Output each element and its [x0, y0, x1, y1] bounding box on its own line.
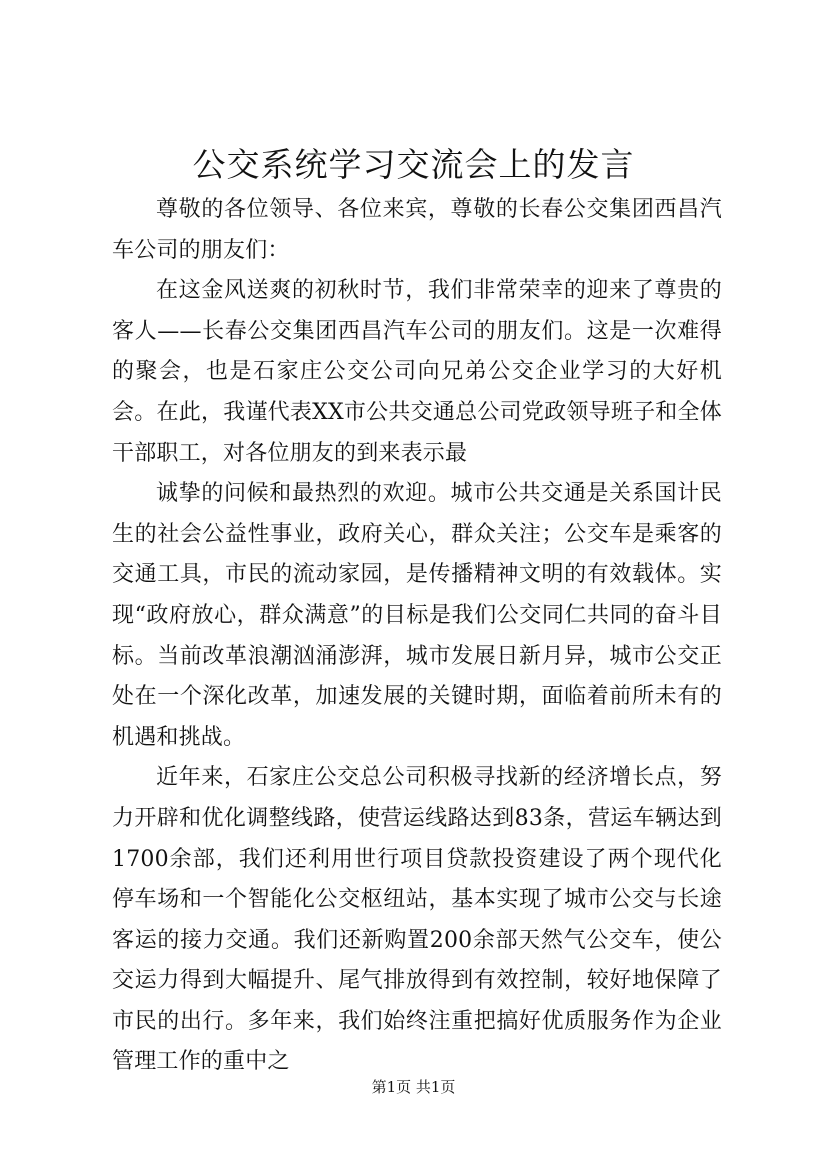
- page-footer: [0, 1076, 827, 1098]
- paragraph-welcome: 在这金风送爽的初秋时节，我们非常荣幸的迎来了尊贵的客人——长春公交集团西昌汽车公司的朋友们。这是一次难得的聚会，也是石家庄公交公司向兄弟公交企业学习的大好机会。在此，我谨代表XX市公共交通总公司党政领导班子和全体干部职工，对各位朋友的到来表示最: [112, 278, 722, 466]
- paragraph-recent-years: 近年来，石家庄公交总公司积极寻找新的经济增长点，努力开辟和优化调整线路，使营运线路达到83条，营运车辆达到1700余部，我们还利用世行项目贷款投资建设了两个现代化停车场和一个智能化公交枢纽站，基本实现了城市公交与长途客运的接力交通。我们还新购置200余部天然气公交车，使公交运力得到大幅提升、尾气排放得到有效控制，较好地保障了市民的出行。多年来，我们始终注重把搞好优质服务作为企业管理工作的重中之: [112, 765, 722, 1075]
- page-number-label: 第1页 共1页: [371, 1078, 456, 1096]
- document-body: [112, 190, 722, 1083]
- document-title: 公交系统学习交流会上的发言: [192, 145, 635, 184]
- paragraph-public-transit: 诚挚的问候和最热烈的欢迎。城市公共交通是关系国计民生的社会公益性事业，政府关心，群众关注；公交车是乘客的交通工具，市民的流动家园，是传播精神文明的有效载体。实现“政府放心，群众满意”的目标是我们公交同仁共同的奋斗目标。当前改革浪潮汹涌澎湃，城市发展日新月异，城市公交正处在一个深化改革，加速发展的关键时期，面临着前所未有的机遇和挑战。: [112, 481, 722, 750]
- paragraph-greeting: 尊敬的各位领导、各位来宾，尊敬的长春公交集团西昌汽车公司的朋友们：: [112, 197, 722, 263]
